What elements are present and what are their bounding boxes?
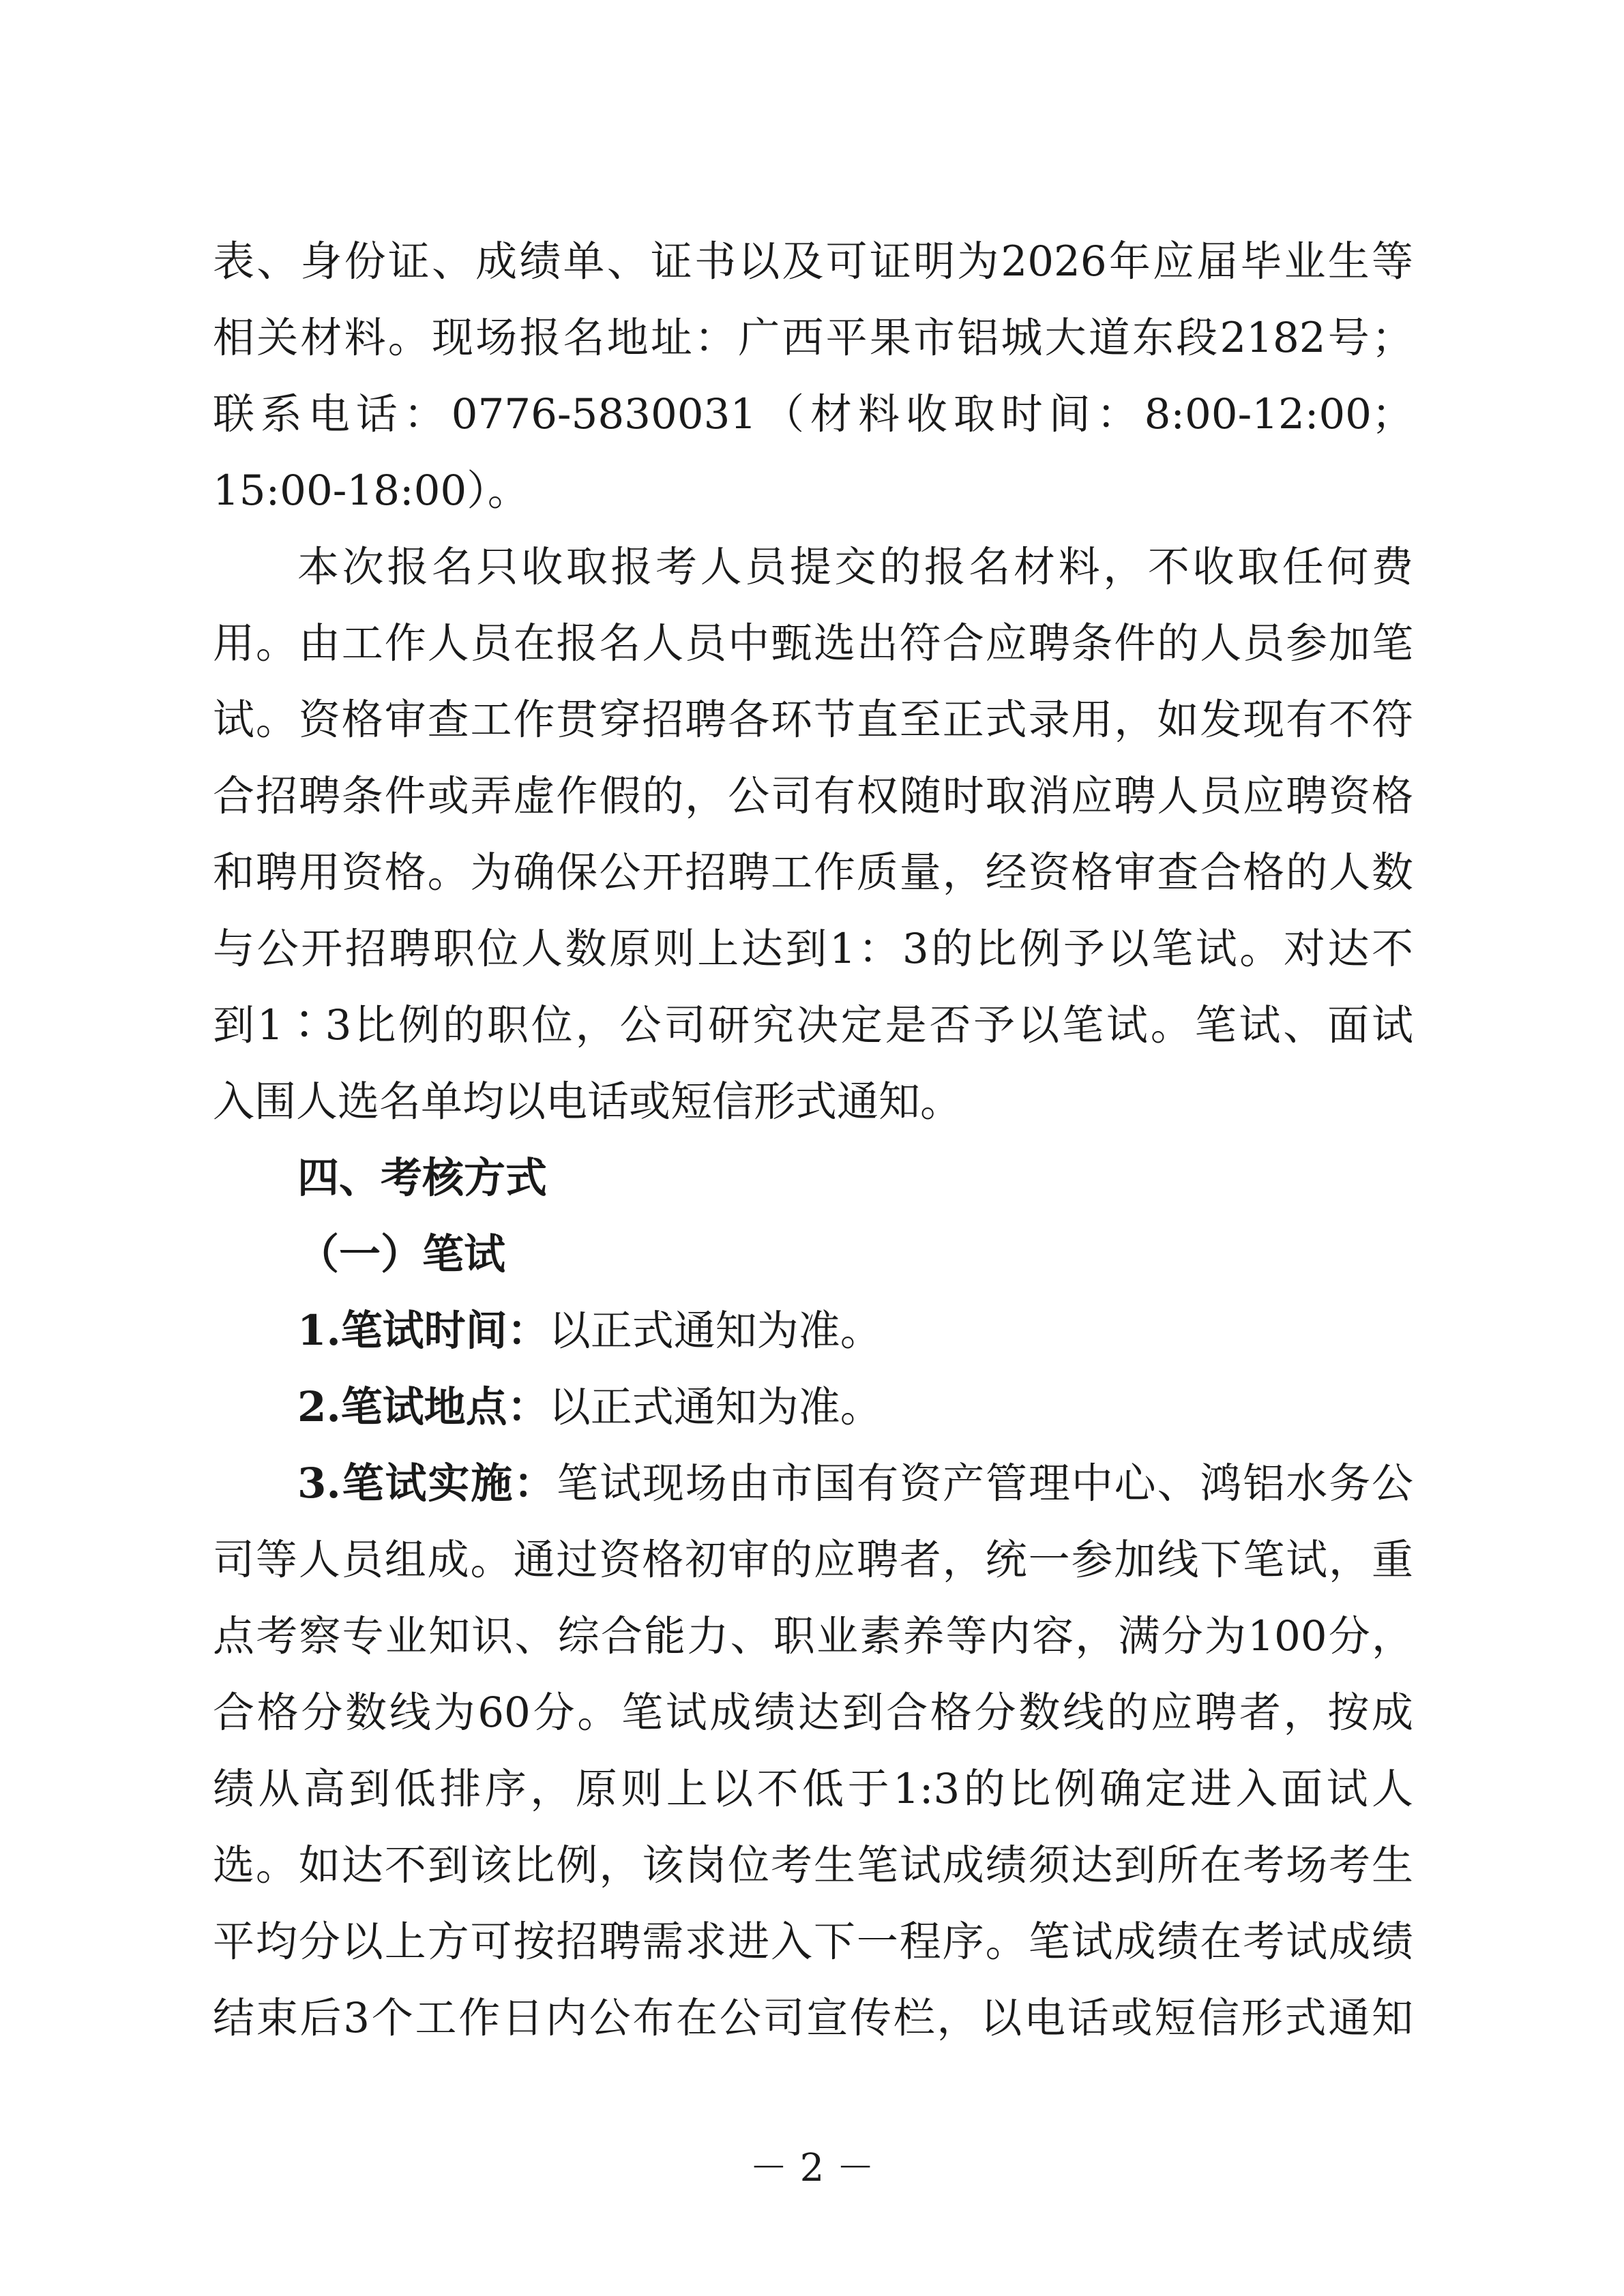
paragraph-line: 合招聘条件或弄虚作假的，公司有权随时取消应聘人员应聘资格 — [213, 772, 1413, 820]
paragraph-line: 绩从高到低排序，原则上以不低于1:3的比例确定进入面试人 — [213, 1765, 1413, 1813]
paragraph-line: 相关材料。现场报名地址：广西平果市铝城大道东段2182号； — [213, 314, 1413, 362]
paragraph-line: 平均分以上方可按招聘需求进入下一程序。笔试成绩在考试成绩 — [213, 1918, 1413, 1966]
item-label: 1.笔试时间： — [297, 1307, 549, 1355]
paragraph-line: 点考察专业知识、综合能力、职业素养等内容，满分为100分， — [213, 1612, 1413, 1660]
paragraph-line: 司等人员组成。通过资格初审的应聘者，统一参加线下笔试，重 — [213, 1536, 1413, 1584]
item-text: 以正式通知为准。 — [548, 1307, 882, 1355]
item-text: 以正式通知为准。 — [548, 1383, 882, 1431]
item-exam-time — [297, 1293, 1413, 1369]
section-heading: 四、考核方式 — [297, 1154, 548, 1202]
paragraph-line: 本次报名只收取报考人员提交的报名材料，不收取任何费 — [297, 543, 1413, 591]
item-text: 笔试现场由市国有资产管理中心、鸿铝水务公 — [557, 1459, 1413, 1508]
paragraph-line: 合格分数线为60分。笔试成绩达到合格分数线的应聘者，按成 — [213, 1688, 1413, 1737]
item-label: 2.笔试地点： — [297, 1383, 549, 1431]
paragraph-line: 和聘用资格。为确保公开招聘工作质量，经资格审查合格的人数 — [213, 848, 1413, 897]
paragraph-line: 到1∶3比例的职位，公司研究决定是否予以笔试。笔试、面试 — [213, 1001, 1413, 1049]
paragraph-line: 试。资格审查工作贯穿招聘各环节直至正式录用，如发现有不符 — [213, 696, 1413, 744]
item-exam-location — [297, 1369, 1413, 1446]
paragraph-line: 用。由工作人员在报名人员中甄选出符合应聘条件的人员参加笔 — [213, 619, 1413, 668]
paragraph-line: 选。如达不到该比例，该岗位考生笔试成绩须达到所在考场考生 — [213, 1841, 1413, 1890]
page-number: － 2 － — [749, 2146, 875, 2190]
paragraph-line: 与公开招聘职位人数原则上达到1：3的比例予以笔试。对达不 — [213, 925, 1413, 973]
item-label: 3.笔试实施： — [297, 1459, 557, 1508]
paragraph-line: 结束后3个工作日内公布在公司宣传栏，以电话或短信形式通知 — [213, 1994, 1413, 2042]
paragraph-line: 联系电话：0776-5830031（材料收取时间：8:00-12:00； — [213, 390, 1413, 438]
paragraph-line: 入围人选名单均以电话或短信形式通知。 — [213, 1077, 962, 1126]
item-exam-implementation — [297, 1446, 1413, 1522]
paragraph-line: 15:00-18:00）。 — [213, 466, 529, 515]
subsection-heading: （一）笔试 — [297, 1230, 506, 1279]
paragraph-line: 表、身份证、成绩单、证书以及可证明为2026年应届毕业生等 — [213, 237, 1413, 286]
